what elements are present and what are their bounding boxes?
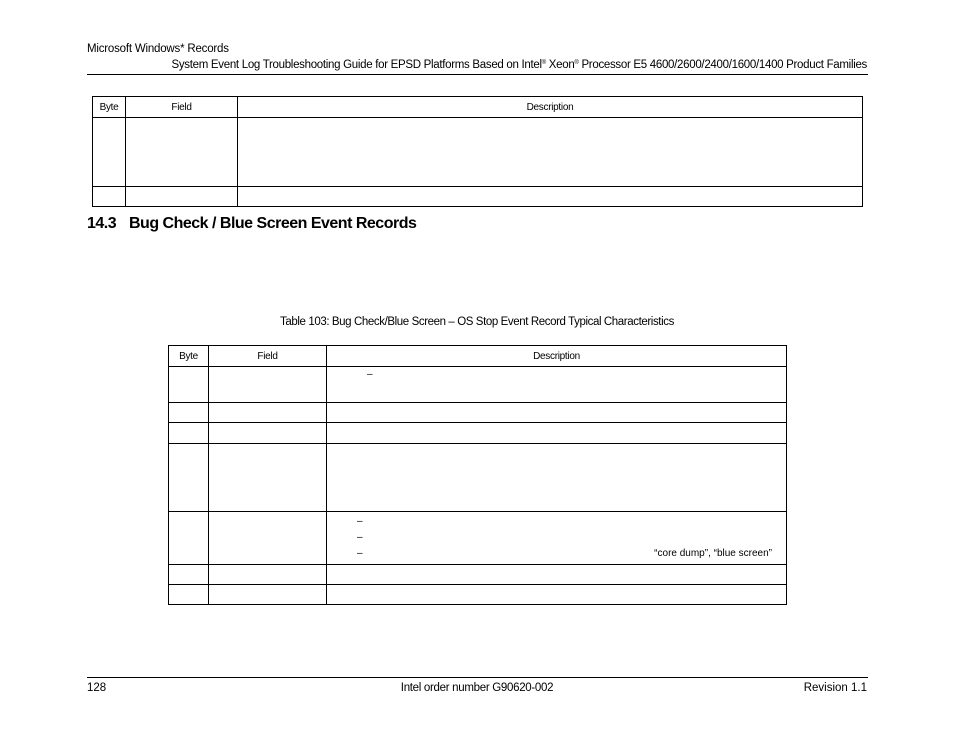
cell-field [209, 423, 327, 444]
cell-description [327, 423, 787, 444]
title-part-3: Processor E5 4600/2600/2400/1600/1400 Product Families [578, 59, 867, 71]
cell-field [126, 187, 238, 207]
cell-field [209, 512, 327, 565]
footer-rule [87, 677, 868, 678]
cell-byte [169, 423, 209, 444]
dash-marker: – [357, 532, 363, 543]
cell-field [126, 118, 238, 187]
registered-mark: ® [574, 60, 579, 66]
title-part-2: Xeon [545, 59, 575, 71]
list-item [327, 547, 786, 563]
col-field: Field [126, 97, 238, 118]
cell-byte [169, 565, 209, 585]
registered-mark: ® [541, 60, 546, 66]
section-title: Bug Check / Blue Screen Event Records [129, 215, 417, 232]
quoted-terms: “core dump”, “blue screen” [654, 548, 772, 559]
page-number: 128 [87, 682, 107, 694]
dash-marker: – [357, 548, 363, 559]
cell-byte [169, 403, 209, 423]
cell-field [209, 367, 327, 403]
cell-byte [93, 118, 126, 187]
cell-byte [169, 585, 209, 605]
continued-table [92, 96, 863, 207]
running-header-title [171, 59, 867, 71]
cell-byte [93, 187, 126, 207]
section-number: 14.3 [87, 215, 117, 232]
cell-field [209, 403, 327, 423]
table-row [169, 585, 787, 605]
cell-description [327, 367, 787, 403]
cell-description [238, 118, 863, 187]
cell-description [327, 403, 787, 423]
table-row [169, 403, 787, 423]
table-header-row [93, 97, 863, 118]
title-part-1: System Event Log Troubleshooting Guide for EPSD Platforms Based on Intel [171, 59, 542, 71]
cell-description [327, 512, 787, 565]
table-row [169, 444, 787, 512]
table-row [169, 565, 787, 585]
table-row [93, 187, 863, 207]
cell-description [238, 187, 863, 207]
col-byte: Byte [93, 97, 126, 118]
table-row [169, 423, 787, 444]
cell-byte [169, 444, 209, 512]
cell-description [327, 565, 787, 585]
cell-field [209, 565, 327, 585]
col-description: Description [238, 97, 863, 118]
col-field: Field [209, 346, 327, 367]
cell-field [209, 444, 327, 512]
table-caption: Table 103: Bug Check/Blue Screen – OS Stop Event Record Typical Characteristics [280, 316, 674, 328]
section-heading [87, 215, 416, 233]
col-byte: Byte [169, 346, 209, 367]
list-item [327, 531, 786, 547]
header-rule [87, 74, 868, 75]
cell-byte [169, 512, 209, 565]
list-item [327, 515, 786, 531]
table-row [169, 367, 787, 403]
cell-description [327, 444, 787, 512]
revision: Revision 1.1 [803, 682, 867, 694]
table-row [169, 512, 787, 565]
table-header-row [169, 346, 787, 367]
col-description: Description [327, 346, 787, 367]
order-number: Intel order number G90620-002 [400, 682, 554, 694]
dash-marker: – [357, 516, 363, 527]
dash-marker: – [367, 369, 373, 380]
cell-byte [169, 367, 209, 403]
cell-description [327, 585, 787, 605]
table-row [93, 118, 863, 187]
event-record-table [168, 345, 787, 605]
cell-field [209, 585, 327, 605]
running-header-section: Microsoft Windows* Records [87, 43, 229, 55]
